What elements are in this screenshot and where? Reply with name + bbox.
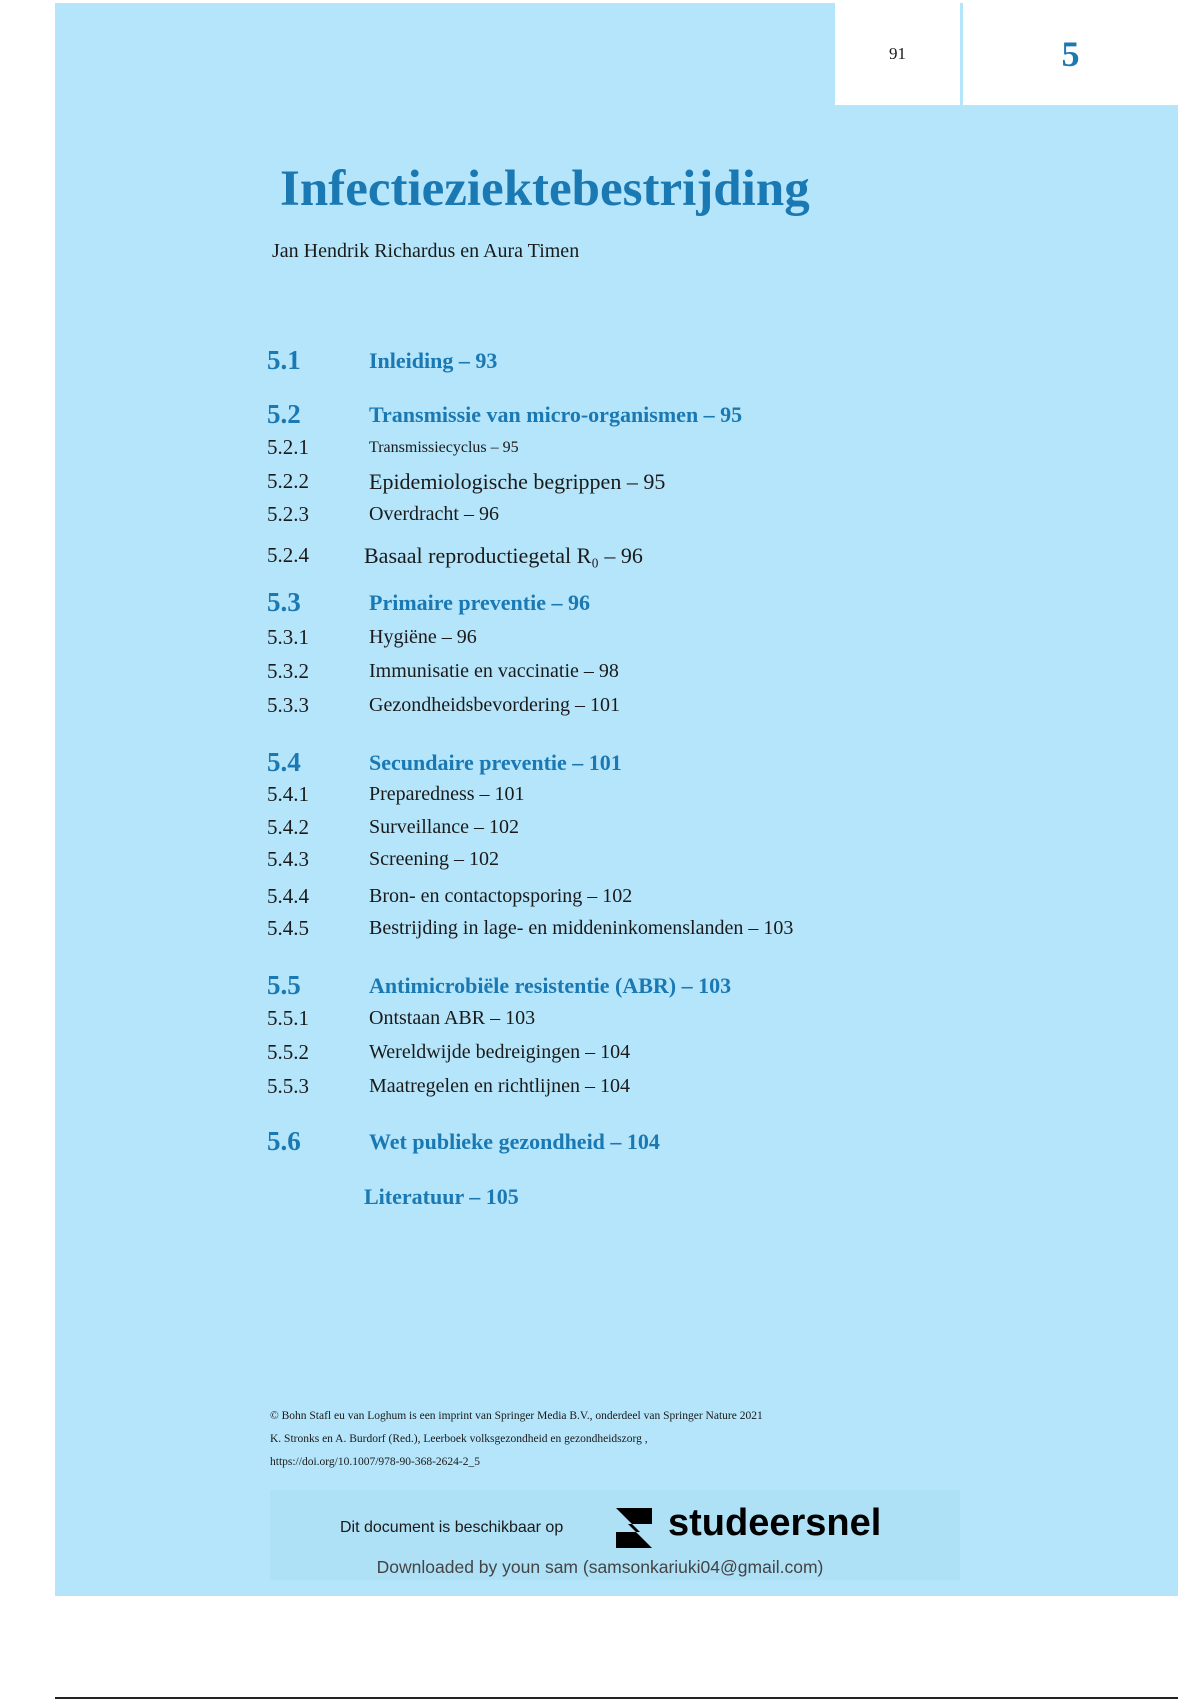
toc-title: Epidemiologische begrippen – 95 [369,469,666,494]
toc-number: 5.3.2 [267,659,309,683]
toc-number: 5.3.3 [267,693,309,717]
toc-number: 5.3 [267,587,301,617]
toc-entry-5-2[interactable] [0,399,1200,429]
toc-number: 5.4.3 [267,847,309,871]
toc-title: Preparedness – 101 [369,783,525,805]
chapter-number: 5 [1061,34,1080,74]
toc-entry-5-3-3[interactable] [0,693,1200,723]
toc-entry-5-3-2[interactable] [0,659,1200,689]
downloaded-by-notice: Downloaded by youn sam (samsonkariuki04@gmail.com) [376,1557,824,1577]
toc-entry-5-5-1[interactable] [0,1006,1200,1036]
toc-number: 5.2.2 [267,469,309,493]
toc-entry-5-1[interactable] [0,345,1200,375]
toc-number: 5.5 [267,970,301,1000]
chapter-number-tab [963,3,1178,105]
doi-link[interactable]: https://doi.org/10.1007/978-90-368-2624-2_5 [270,1456,480,1468]
toc-title: Surveillance – 102 [369,816,519,838]
toc-title: Transmissiecyclus – 95 [369,439,519,456]
toc-number: 5.2 [267,399,301,429]
toc-title: Bestrijding in lage- en middeninkomenslanden – 103 [369,917,794,939]
toc-title: Overdracht – 96 [369,503,499,525]
toc-number: 5.4.2 [267,815,309,839]
toc-entry-5-4-4[interactable] [0,884,1200,914]
toc-number: 5.4.4 [267,884,309,908]
toc-entry-5-6[interactable] [0,1126,1200,1156]
toc-entry-5-2-3[interactable] [0,502,1200,532]
toc-number: 5.4 [267,747,301,777]
toc-title: Literatuur – 105 [364,1184,519,1209]
toc-number: 5.4.1 [267,782,309,806]
toc-entry-5-4-2[interactable] [0,815,1200,845]
toc-title: Bron- en contactopsporing – 102 [369,885,633,907]
toc-title: Hygiëne – 96 [369,626,477,648]
chapter-title: Infectieziektebestrijding [280,161,810,217]
toc-entry-5-4-5[interactable] [0,916,1200,946]
toc-title: Ontstaan ABR – 103 [369,1007,536,1029]
toc-entry-5-4[interactable] [0,747,1200,777]
copyright-notice [270,1405,763,1474]
toc-title: Wereldwijde bedreigingen – 104 [369,1041,631,1063]
toc-number: 5.2.1 [267,435,309,459]
toc-number: 5.2.3 [267,502,309,526]
toc-title: Gezondheidsbevordering – 101 [369,694,621,716]
toc-title: Inleiding – 93 [369,348,498,373]
toc-number: 5.5.2 [267,1040,309,1064]
banner-label: Dit document is beschikbaar op [340,1519,564,1536]
toc-entry-5-2-2[interactable] [0,469,1200,499]
toc-number: 5.2.4 [267,543,309,567]
toc-entry-5-2-4[interactable] [0,543,1200,573]
toc-title: Secundaire preventie – 101 [369,750,622,775]
toc-number: 5.5.3 [267,1074,309,1098]
toc-title: Basaal reproductiegetal R₀ – 96 [364,543,643,568]
citation-line: K. Stronks en A. Burdorf (Red.), Leerboek volksgezondheid en gezondheidszorg , [270,1433,648,1445]
studeersnel-logo-icon [606,1500,662,1556]
toc-number: 5.4.5 [267,916,309,940]
toc-entry-5-3-1[interactable] [0,625,1200,655]
toc-entry-5-5-3[interactable] [0,1074,1200,1104]
toc-entry-5-4-1[interactable] [0,782,1200,812]
toc-title: Wet publieke gezondheid – 104 [369,1129,660,1154]
toc-entry-5-5[interactable] [0,970,1200,1000]
toc-entry-5-3[interactable] [0,587,1200,617]
toc-title: Screening – 102 [369,848,499,870]
toc-number: 5.1 [267,345,301,375]
page-number-tab [835,3,960,105]
page-number: 91 [889,44,906,63]
studeersnel-logo-text: studeersnel [668,1502,882,1544]
copyright-line: © Bohn Stafl eu van Loghum is een imprint van Springer Media B.V., onderdeel van Springer Nature 2021 [270,1410,763,1422]
toc-title: Maatregelen en richtlijnen – 104 [369,1075,631,1097]
toc-number: 5.5.1 [267,1006,309,1030]
toc-number: 5.3.1 [267,625,309,649]
toc-number: 5.6 [267,1126,301,1156]
toc-entry-5-5-2[interactable] [0,1040,1200,1070]
toc-title: Immunisatie en vaccinatie – 98 [369,660,619,682]
chapter-authors: Jan Hendrik Richardus en Aura Timen [272,240,580,262]
bottom-divider [55,1697,1178,1699]
toc-entry-5-4-3[interactable] [0,847,1200,877]
toc-entry-literatuur[interactable] [0,1181,1200,1211]
toc-title: Transmissie van micro-organismen – 95 [369,402,743,427]
toc-title: Antimicrobiële resistentie (ABR) – 103 [369,973,732,998]
toc-title: Primaire preventie – 96 [369,590,590,615]
toc-entry-5-2-1[interactable] [0,435,1200,465]
